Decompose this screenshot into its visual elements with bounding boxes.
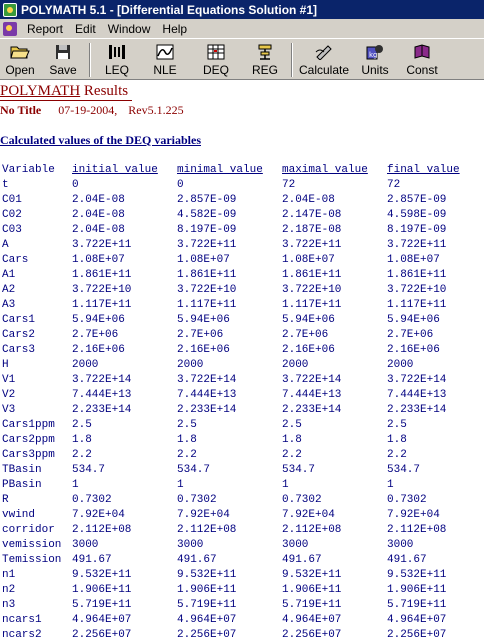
variable-cell: t <box>2 178 9 191</box>
final-value-cell: 7.92E+04 <box>387 508 440 521</box>
section-heading: Calculated values of the DEQ variables <box>0 133 201 147</box>
const-label: Const <box>406 63 438 77</box>
table-row <box>2 342 477 357</box>
minimal-value-cell: 2.7E+06 <box>177 328 224 341</box>
maximal-value-cell: 2.233E+14 <box>282 403 342 416</box>
header-minimal-value: minimal value <box>177 163 263 176</box>
maximal-value-cell: 2.2 <box>282 448 302 461</box>
minimal-value-cell: 0.7302 <box>177 493 217 506</box>
calculate-button[interactable] <box>296 41 352 79</box>
initial-value-cell: 4.964E+07 <box>72 613 132 626</box>
maximal-value-cell: 3.722E+10 <box>282 283 342 296</box>
minimal-value-cell: 7.444E+13 <box>177 388 237 401</box>
initial-value-cell: 2.5 <box>72 418 92 431</box>
initial-value-cell: 1.08E+07 <box>72 253 125 266</box>
results-title-app: POLYMATH <box>0 83 81 99</box>
final-value-cell: 5.94E+06 <box>387 313 440 326</box>
maximal-value-cell: 534.7 <box>282 463 316 476</box>
initial-value-cell: 5.94E+06 <box>72 313 125 326</box>
variable-cell: vemission <box>2 538 62 551</box>
table-row <box>2 282 477 297</box>
header-final-value: final value <box>387 163 460 176</box>
minimal-value-cell: 1 <box>177 478 184 491</box>
maximal-value-cell: 2.7E+06 <box>282 328 329 341</box>
maximal-value-cell: 1.117E+11 <box>282 298 342 311</box>
calculator-pen-icon <box>314 43 334 61</box>
open-label: Open <box>5 63 35 77</box>
final-value-cell: 2.16E+06 <box>387 343 440 356</box>
header-initial-value: initial value <box>72 163 158 176</box>
minimal-value-cell: 3000 <box>177 538 204 551</box>
table-row <box>2 507 477 522</box>
initial-value-cell: 1.117E+11 <box>72 298 132 311</box>
minimal-value-cell: 2.112E+08 <box>177 523 237 536</box>
table-row <box>2 402 477 417</box>
variable-cell: Temission <box>2 553 62 566</box>
initial-value-cell: 3.722E+11 <box>72 238 132 251</box>
variable-cell: A <box>2 238 9 251</box>
minimal-value-cell: 3.722E+14 <box>177 373 237 386</box>
maximal-value-cell: 3.722E+14 <box>282 373 342 386</box>
units-icon <box>365 43 385 61</box>
maximal-value-cell: 7.92E+04 <box>282 508 335 521</box>
report-subtitle <box>0 103 184 118</box>
svg-text:kg: kg <box>369 51 378 59</box>
minimal-value-cell: 2.857E-09 <box>177 193 237 206</box>
minimal-value-cell: 534.7 <box>177 463 211 476</box>
report-date: 07-19-2004, <box>58 103 118 117</box>
variable-cell: Cars1ppm <box>2 418 55 431</box>
report-revision: Rev5.1.225 <box>128 103 184 117</box>
regression-icon <box>255 43 275 61</box>
final-value-cell: 4.598E-09 <box>387 208 447 221</box>
final-value-cell: 1.08E+07 <box>387 253 440 266</box>
final-value-cell: 534.7 <box>387 463 421 476</box>
initial-value-cell: 1.861E+11 <box>72 268 132 281</box>
table-row <box>2 462 477 477</box>
menu-edit[interactable]: Edit <box>75 21 96 36</box>
header-variable: Variable <box>2 163 55 176</box>
minimal-value-cell: 2.5 <box>177 418 197 431</box>
table-row <box>2 237 477 252</box>
toolbar <box>0 38 484 80</box>
deq-label: DEQ <box>202 63 229 77</box>
maximal-value-cell: 2.5 <box>282 418 302 431</box>
variable-cell: vwind <box>2 508 36 521</box>
maximal-value-cell: 2.187E-08 <box>282 223 342 236</box>
variable-cell: R <box>2 493 9 506</box>
maximal-value-cell: 3000 <box>282 538 309 551</box>
final-value-cell: 7.444E+13 <box>387 388 447 401</box>
results-title <box>0 83 132 101</box>
variable-cell: n1 <box>2 568 16 581</box>
initial-value-cell: 3000 <box>72 538 99 551</box>
app-icon <box>3 3 17 17</box>
minimal-value-cell: 0 <box>177 178 184 191</box>
table-row <box>2 222 477 237</box>
final-value-cell: 0.7302 <box>387 493 427 506</box>
variable-cell: A2 <box>2 283 16 296</box>
leq-button[interactable] <box>94 41 140 79</box>
minimal-value-cell: 4.582E-09 <box>177 208 237 221</box>
equation-grid-icon <box>206 43 226 61</box>
table-row <box>2 522 477 537</box>
minimal-value-cell: 1.117E+11 <box>177 298 237 311</box>
final-value-cell: 3.722E+11 <box>387 238 447 251</box>
initial-value-cell: 534.7 <box>72 463 106 476</box>
maximal-value-cell: 1.861E+11 <box>282 268 342 281</box>
minimal-value-cell: 2.2 <box>177 448 197 461</box>
variable-cell: C02 <box>2 208 22 221</box>
maximal-value-cell: 1.906E+11 <box>282 583 342 596</box>
table-row <box>2 417 477 432</box>
minimal-value-cell: 5.94E+06 <box>177 313 230 326</box>
minimal-value-cell: 1.8 <box>177 433 197 446</box>
maximal-value-cell: 9.532E+11 <box>282 568 342 581</box>
save-button[interactable] <box>40 41 86 79</box>
nle-label: NLE <box>153 63 177 77</box>
minimal-value-cell: 491.67 <box>177 553 217 566</box>
nle-button[interactable] <box>140 41 190 79</box>
final-value-cell: 9.532E+11 <box>387 568 447 581</box>
table-row <box>2 432 477 447</box>
final-value-cell: 2.112E+08 <box>387 523 447 536</box>
table-row <box>2 357 477 372</box>
table-row <box>2 552 477 567</box>
maximal-value-cell: 2.112E+08 <box>282 523 342 536</box>
variable-cell: C01 <box>2 193 22 206</box>
folder-open-icon <box>10 43 30 61</box>
initial-value-cell: 2.233E+14 <box>72 403 132 416</box>
book-icon <box>412 43 432 61</box>
minimal-value-cell: 8.197E-09 <box>177 223 237 236</box>
table-row <box>2 297 477 312</box>
minimal-value-cell: 9.532E+11 <box>177 568 237 581</box>
menu-report[interactable]: Report <box>27 21 64 36</box>
initial-value-cell: 7.92E+04 <box>72 508 125 521</box>
final-value-cell: 3.722E+10 <box>387 283 447 296</box>
table-row <box>2 537 477 552</box>
maximal-value-cell: 2.147E-08 <box>282 208 342 221</box>
minimal-value-cell: 2.16E+06 <box>177 343 230 356</box>
minimal-value-cell: 1.861E+11 <box>177 268 237 281</box>
table-row <box>2 492 477 507</box>
window-title: POLYMATH 5.1 - [Differential Equations Solution #1] <box>21 2 318 17</box>
table-row <box>2 267 477 282</box>
table-row <box>2 387 477 402</box>
save-label: Save <box>49 63 77 77</box>
variable-cell: n3 <box>2 598 16 611</box>
initial-value-cell: 7.444E+13 <box>72 388 132 401</box>
units-button[interactable] <box>352 41 398 79</box>
open-button[interactable] <box>0 41 40 79</box>
final-value-cell: 1.117E+11 <box>387 298 447 311</box>
variable-cell: Cars3ppm <box>2 448 55 461</box>
variable-cell: Cars1 <box>2 313 36 326</box>
minimal-value-cell: 1.08E+07 <box>177 253 230 266</box>
initial-value-cell: 5.719E+11 <box>72 598 132 611</box>
variable-cell: n2 <box>2 583 16 596</box>
variable-cell: H <box>2 358 9 371</box>
menu-bar <box>0 19 484 38</box>
final-value-cell: 491.67 <box>387 553 427 566</box>
minimal-value-cell: 4.964E+07 <box>177 613 237 626</box>
minimal-value-cell: 5.719E+11 <box>177 598 237 611</box>
maximal-value-cell: 3.722E+11 <box>282 238 342 251</box>
maximal-value-cell: 7.444E+13 <box>282 388 342 401</box>
table-row <box>2 192 477 207</box>
final-value-cell: 1.8 <box>387 433 407 446</box>
toolbar-separator <box>291 43 293 77</box>
initial-value-cell: 2.256E+07 <box>72 628 132 641</box>
leq-label: LEQ <box>104 63 129 77</box>
initial-value-cell: 3.722E+14 <box>72 373 132 386</box>
toolbar-separator <box>89 43 91 77</box>
variable-cell: V2 <box>2 388 16 401</box>
final-value-cell: 2.233E+14 <box>387 403 447 416</box>
initial-value-cell: 2000 <box>72 358 99 371</box>
table-row <box>2 567 477 582</box>
variable-cell: Cars <box>2 253 29 266</box>
table-row <box>2 477 477 492</box>
final-value-cell: 1.861E+11 <box>387 268 447 281</box>
maximal-value-cell: 4.964E+07 <box>282 613 342 626</box>
variable-cell: V1 <box>2 373 16 386</box>
minimal-value-cell: 3.722E+11 <box>177 238 237 251</box>
final-value-cell: 2.256E+07 <box>387 628 447 641</box>
table-row <box>2 252 477 267</box>
maximal-value-cell: 72 <box>282 178 296 191</box>
reg-label: REG <box>251 63 278 77</box>
deq-results-table <box>2 162 477 642</box>
maximal-value-cell: 2000 <box>282 358 309 371</box>
initial-value-cell: 9.532E+11 <box>72 568 132 581</box>
deq-button[interactable] <box>190 41 242 79</box>
header-maximal-value: maximal value <box>282 163 368 176</box>
const-button[interactable] <box>398 41 446 79</box>
variable-cell: A1 <box>2 268 16 281</box>
table-row <box>2 372 477 387</box>
initial-value-cell: 0.7302 <box>72 493 112 506</box>
initial-value-cell: 0 <box>72 178 79 191</box>
final-value-cell: 8.197E-09 <box>387 223 447 236</box>
report-content[interactable] <box>0 81 484 643</box>
final-value-cell: 2.5 <box>387 418 407 431</box>
minimal-value-cell: 2000 <box>177 358 204 371</box>
variable-cell: C03 <box>2 223 22 236</box>
variable-cell: TBasin <box>2 463 42 476</box>
report-no-title: No Title <box>0 103 42 117</box>
floppy-disk-icon <box>53 43 73 61</box>
initial-value-cell: 2.04E-08 <box>72 193 125 206</box>
document-menu-icon[interactable] <box>3 22 17 36</box>
variable-cell: ncars2 <box>2 628 42 641</box>
maximal-value-cell: 0.7302 <box>282 493 322 506</box>
final-value-cell: 2.857E-09 <box>387 193 447 206</box>
maximal-value-cell: 2.04E-08 <box>282 193 335 206</box>
minimal-value-cell: 1.906E+11 <box>177 583 237 596</box>
minimal-value-cell: 2.256E+07 <box>177 628 237 641</box>
initial-value-cell: 2.112E+08 <box>72 523 132 536</box>
units-label: Units <box>361 63 389 77</box>
table-row <box>2 327 477 342</box>
matrix-icon <box>107 43 127 61</box>
table-row <box>2 612 477 627</box>
menu-window[interactable]: Window <box>107 21 151 36</box>
window-title-bar[interactable] <box>0 0 484 19</box>
initial-value-cell: 3.722E+10 <box>72 283 132 296</box>
final-value-cell: 3.722E+14 <box>387 373 447 386</box>
initial-value-cell: 2.7E+06 <box>72 328 119 341</box>
maximal-value-cell: 1.8 <box>282 433 302 446</box>
graph-icon <box>155 43 175 61</box>
initial-value-cell: 2.04E-08 <box>72 208 125 221</box>
final-value-cell: 1 <box>387 478 394 491</box>
initial-value-cell: 491.67 <box>72 553 112 566</box>
initial-value-cell: 2.04E-08 <box>72 223 125 236</box>
initial-value-cell: 2.16E+06 <box>72 343 125 356</box>
table-row <box>2 627 477 642</box>
table-header-row <box>2 162 477 177</box>
maximal-value-cell: 2.256E+07 <box>282 628 342 641</box>
reg-button[interactable] <box>242 41 288 79</box>
results-title-rest: Results <box>80 83 129 99</box>
initial-value-cell: 1.906E+11 <box>72 583 132 596</box>
calculate-label: Calculate <box>298 63 350 77</box>
maximal-value-cell: 1.08E+07 <box>282 253 335 266</box>
minimal-value-cell: 7.92E+04 <box>177 508 230 521</box>
menu-help[interactable]: Help <box>162 21 188 36</box>
initial-value-cell: 1 <box>72 478 79 491</box>
table-body <box>2 177 477 642</box>
final-value-cell: 2.2 <box>387 448 407 461</box>
table-row <box>2 312 477 327</box>
variable-cell: Cars2ppm <box>2 433 55 446</box>
table-row <box>2 447 477 462</box>
table-row <box>2 582 477 597</box>
minimal-value-cell: 3.722E+10 <box>177 283 237 296</box>
maximal-value-cell: 2.16E+06 <box>282 343 335 356</box>
initial-value-cell: 1.8 <box>72 433 92 446</box>
variable-cell: corridor <box>2 523 55 536</box>
final-value-cell: 4.964E+07 <box>387 613 447 626</box>
table-row <box>2 207 477 222</box>
variable-cell: V3 <box>2 403 16 416</box>
table-row <box>2 177 477 192</box>
final-value-cell: 2.7E+06 <box>387 328 434 341</box>
final-value-cell: 2000 <box>387 358 414 371</box>
variable-cell: Cars2 <box>2 328 36 341</box>
initial-value-cell: 2.2 <box>72 448 92 461</box>
final-value-cell: 5.719E+11 <box>387 598 447 611</box>
variable-cell: Cars3 <box>2 343 36 356</box>
final-value-cell: 3000 <box>387 538 414 551</box>
table-row <box>2 597 477 612</box>
variable-cell: PBasin <box>2 478 42 491</box>
maximal-value-cell: 5.94E+06 <box>282 313 335 326</box>
variable-cell: A3 <box>2 298 16 311</box>
maximal-value-cell: 1 <box>282 478 289 491</box>
final-value-cell: 1.906E+11 <box>387 583 447 596</box>
minimal-value-cell: 2.233E+14 <box>177 403 237 416</box>
final-value-cell: 72 <box>387 178 401 191</box>
maximal-value-cell: 5.719E+11 <box>282 598 342 611</box>
variable-cell: ncars1 <box>2 613 42 626</box>
maximal-value-cell: 491.67 <box>282 553 322 566</box>
